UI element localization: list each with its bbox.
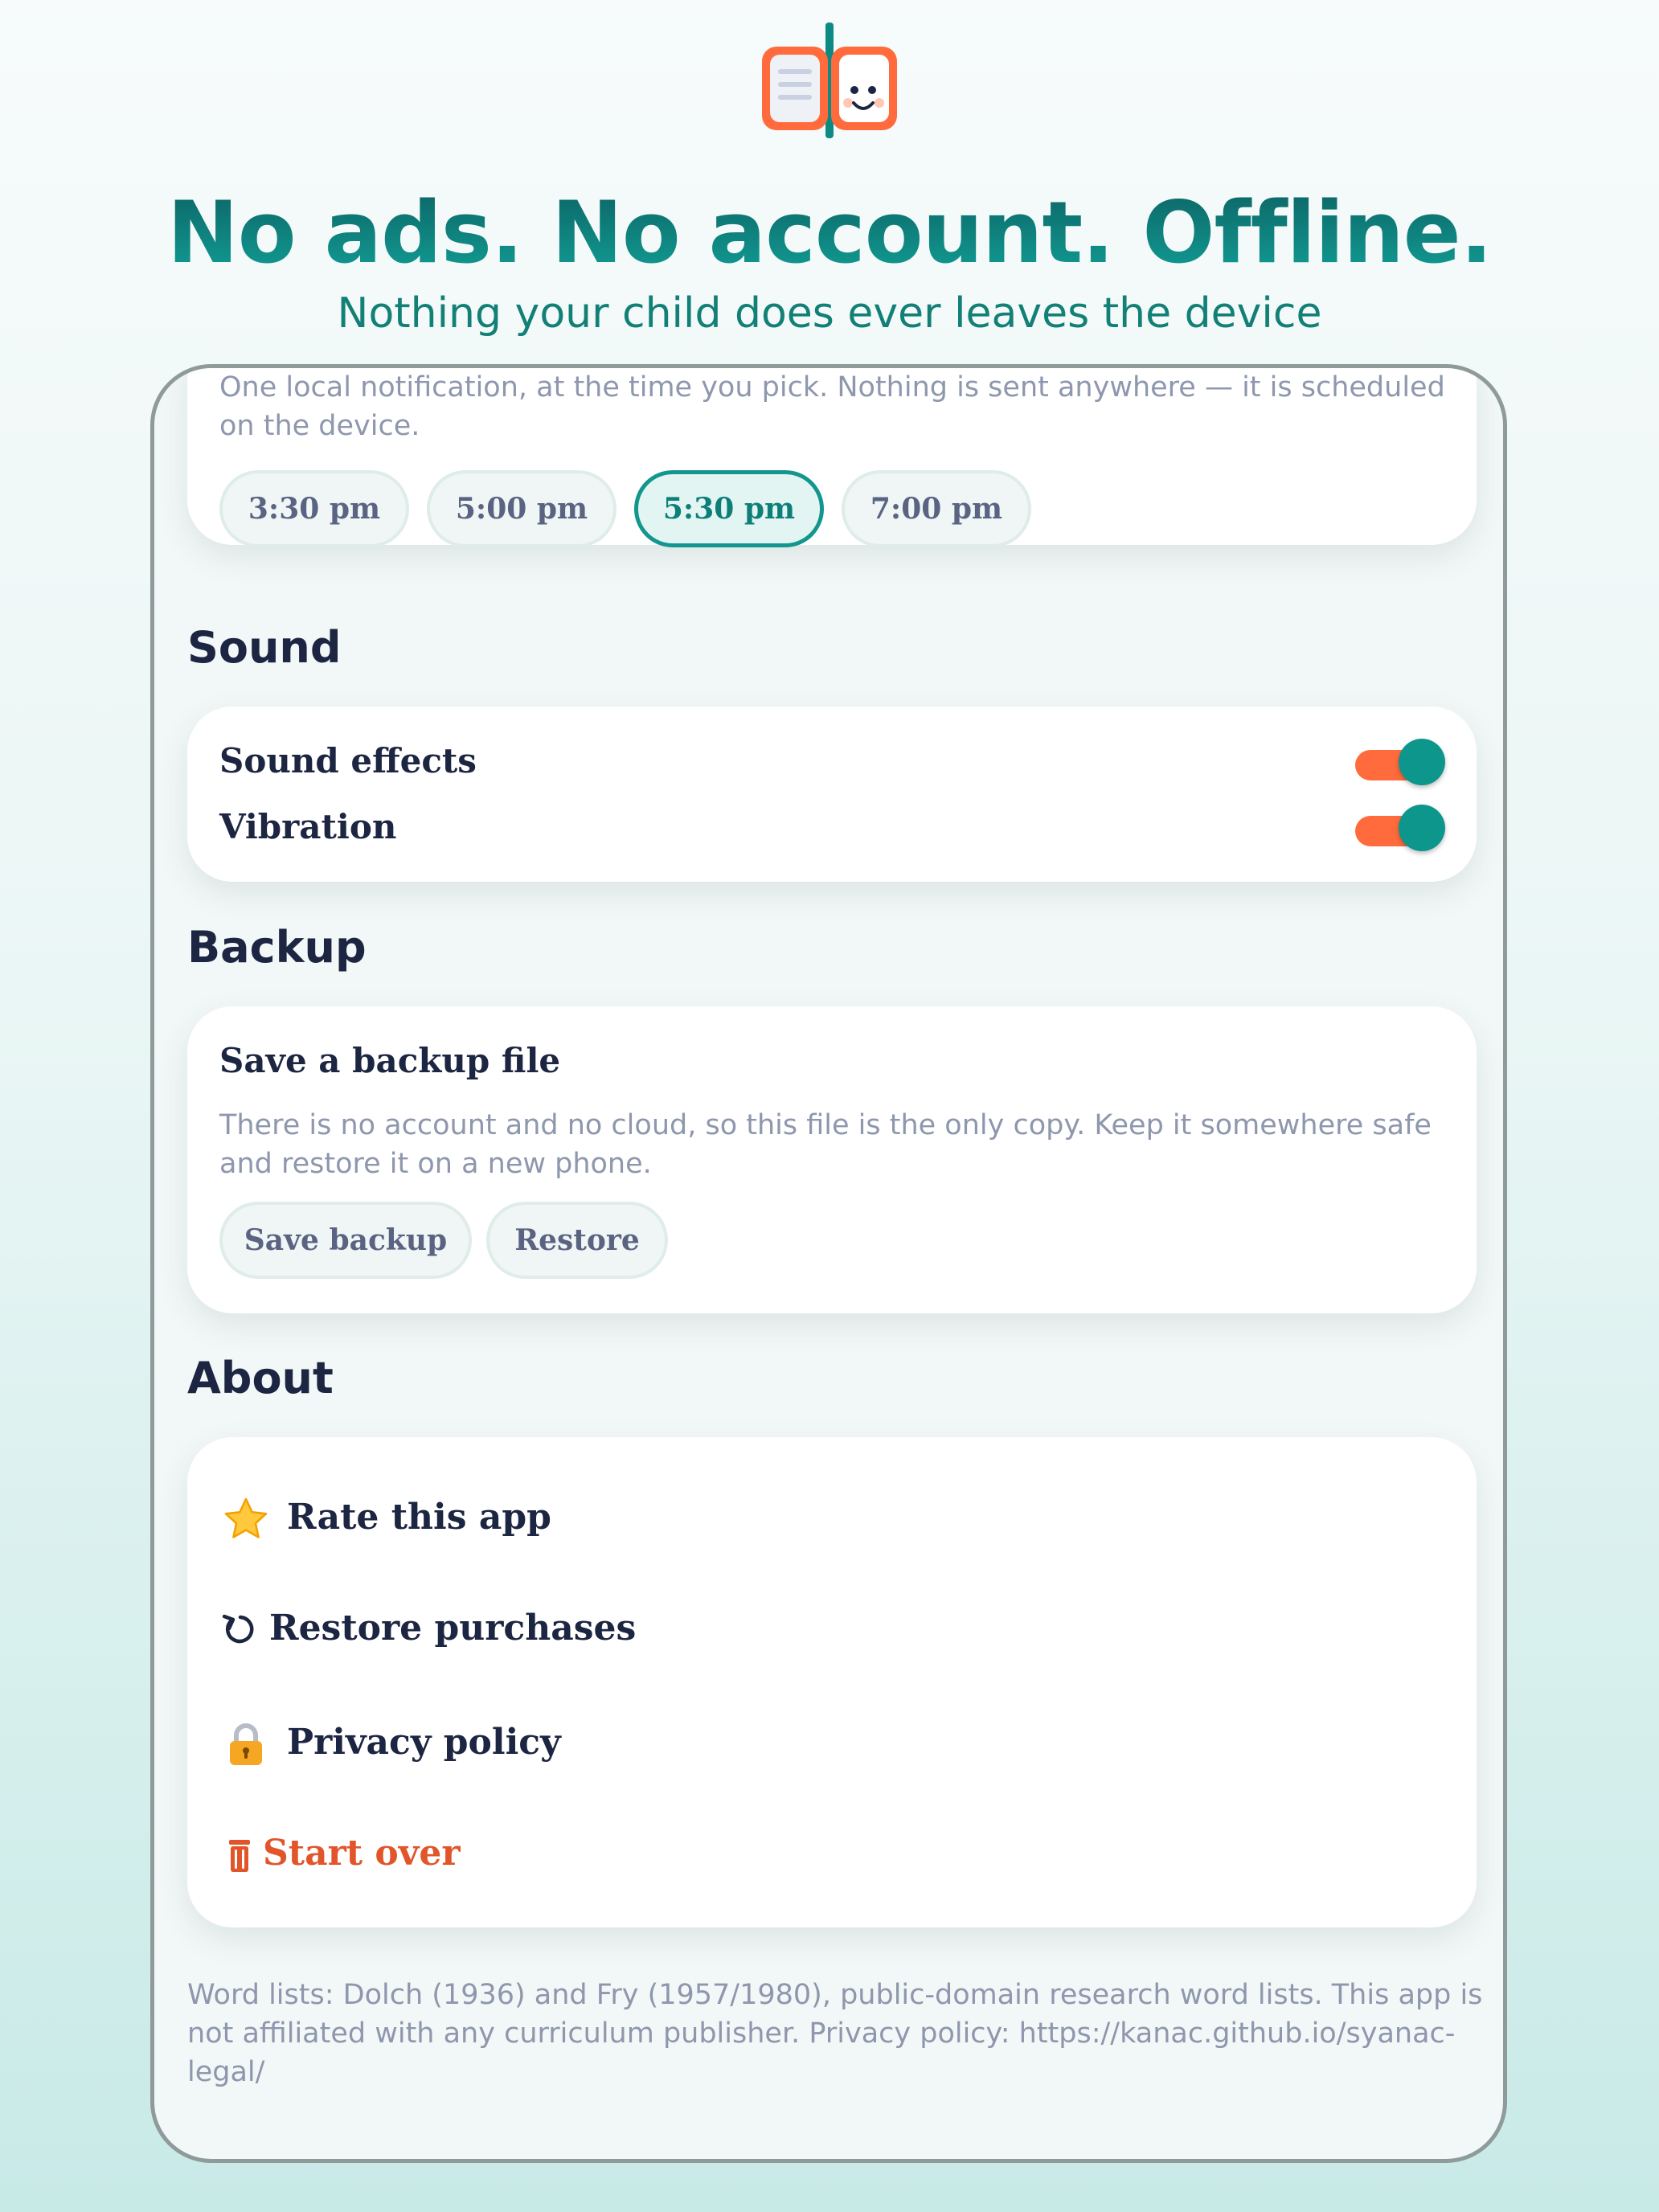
about-section-title: About bbox=[187, 1353, 334, 1403]
toggle-thumb bbox=[1399, 805, 1445, 851]
trash-icon bbox=[218, 1829, 266, 1880]
backup-card-title: Save a backup file bbox=[219, 1041, 561, 1080]
book-with-smiley-icon bbox=[757, 23, 902, 143]
sound-effects-label: Sound effects bbox=[219, 741, 477, 780]
restore-purchases-row[interactable] bbox=[187, 1593, 1477, 1665]
rate-app-label: Rate this app bbox=[287, 1497, 551, 1538]
sound-effects-toggle[interactable] bbox=[1355, 737, 1445, 785]
footnote: Word lists: Dolch (1936) and Fry (1957/1980), public-domain research word lists. This app is not affiliated with any curriculum publisher. Privacy policy: https://kanac.github.io/syanac-legal/ bbox=[187, 1979, 1483, 2088]
vibration-toggle[interactable] bbox=[1355, 803, 1445, 851]
reminder-card bbox=[187, 364, 1477, 545]
rate-app-row[interactable] bbox=[187, 1482, 1477, 1555]
privacy-policy-label: Privacy policy bbox=[287, 1722, 561, 1763]
sound-section-title: Sound bbox=[187, 622, 342, 673]
sound-card bbox=[187, 707, 1477, 882]
app-logo bbox=[757, 23, 902, 143]
star-icon bbox=[222, 1493, 270, 1544]
time-option-530-selected[interactable]: 5:30 pm bbox=[634, 470, 824, 547]
restore-purchases-label: Restore purchases bbox=[269, 1608, 637, 1649]
time-option-700[interactable]: 7:00 pm bbox=[842, 470, 1031, 547]
lock-icon bbox=[222, 1718, 270, 1769]
toggle-thumb bbox=[1399, 739, 1445, 785]
reminder-description: One local notification, at the time you pick. Nothing is sent anywhere — it is scheduled on the device. bbox=[219, 371, 1445, 442]
refresh-icon bbox=[216, 1604, 264, 1655]
start-over-row[interactable] bbox=[187, 1818, 1477, 1890]
save-backup-button[interactable]: Save backup bbox=[219, 1202, 472, 1279]
time-option-330[interactable]: 3:30 pm bbox=[219, 470, 409, 547]
hero-title: No ads. No account. Offline. bbox=[0, 177, 1659, 289]
backup-section-title: Backup bbox=[187, 922, 367, 973]
start-over-label: Start over bbox=[263, 1833, 461, 1874]
privacy-policy-row[interactable] bbox=[187, 1707, 1477, 1780]
device-frame bbox=[150, 364, 1507, 2163]
restore-button[interactable]: Restore bbox=[486, 1202, 668, 1279]
time-option-500[interactable]: 5:00 pm bbox=[427, 470, 616, 547]
hero-subtitle: Nothing your child does ever leaves the device bbox=[337, 289, 1322, 338]
backup-description: There is no account and no cloud, so this file is the only copy. Keep it somewhere safe and restore it on a new phone. bbox=[219, 1109, 1432, 1180]
backup-card bbox=[187, 1006, 1477, 1313]
vibration-label: Vibration bbox=[219, 807, 397, 846]
settings-screen[interactable] bbox=[154, 368, 1503, 2159]
about-card bbox=[187, 1437, 1477, 1927]
